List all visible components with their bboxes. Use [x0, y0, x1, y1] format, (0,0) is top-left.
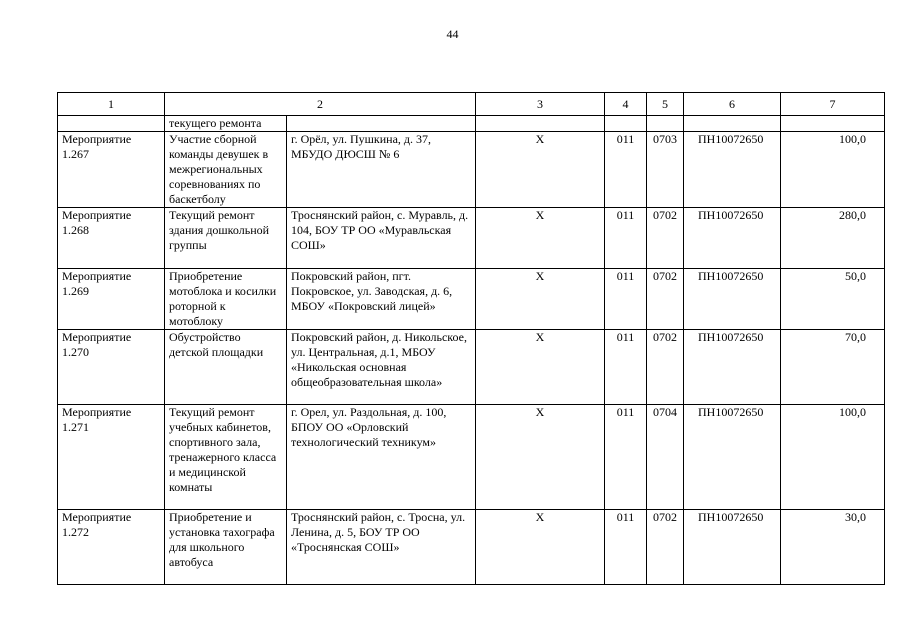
- col5-cell: 0704: [647, 405, 684, 510]
- page-number: 44: [446, 27, 459, 41]
- col7-cell: 30,0: [781, 510, 885, 585]
- header-col-4: 4: [605, 93, 647, 116]
- header-col-7: 7: [781, 93, 885, 116]
- continuation-row: [58, 116, 885, 132]
- col4-cell: 011: [605, 405, 647, 510]
- col6-cell: ПН10072650: [684, 208, 781, 269]
- col6-cell: ПН10072650: [684, 510, 781, 585]
- col4-cell: 011: [605, 208, 647, 269]
- table-row: [58, 132, 885, 208]
- col5-cell: 0702: [647, 208, 684, 269]
- measure-cell: Мероприятие 1.270: [58, 330, 165, 405]
- name-cell: Текущий ремонт учебных кабинетов, спортивного зала, тренажерного класса и медицинской комнаты: [165, 405, 287, 510]
- col3-cell: Х: [476, 510, 605, 585]
- address-cell: Троснянский район, с. Тросна, ул. Ленина, д. 5, БОУ ТР ОО «Троснянская СОШ»: [287, 510, 476, 585]
- col5-cell: 0702: [647, 269, 684, 330]
- col4-cell: 011: [605, 269, 647, 330]
- col3-cell: Х: [476, 269, 605, 330]
- col6-cell: ПН10072650: [684, 132, 781, 208]
- col6-cell: ПН10072650: [684, 269, 781, 330]
- name-cell: Приобретение и установка тахографа для школьного автобуса: [165, 510, 287, 585]
- col6-cell: ПН10072650: [684, 405, 781, 510]
- col5-cell: 0702: [647, 330, 684, 405]
- table-row: [58, 510, 885, 585]
- col3-cell: Х: [476, 208, 605, 269]
- name-cell: Обустройство детской площадки: [165, 330, 287, 405]
- col3-cell: Х: [476, 330, 605, 405]
- col5-cell: 0703: [647, 132, 684, 208]
- measure-cell: Мероприятие 1.272: [58, 510, 165, 585]
- header-col-6: 6: [684, 93, 781, 116]
- name-cell: Участие сборной команды девушек в межрегиональных соревнованиях по баскетболу: [165, 132, 287, 208]
- measure-cell: Мероприятие 1.268: [58, 208, 165, 269]
- name-cell: Текущий ремонт здания дошкольной группы: [165, 208, 287, 269]
- header-row: [58, 93, 885, 116]
- address-cell: Троснянский район, с. Муравль, д. 104, БОУ ТР ОО «Муравльская СОШ»: [287, 208, 476, 269]
- col7-cell: 70,0: [781, 330, 885, 405]
- name-cell: Приобретение мотоблока и косилки роторной к мотоблоку: [165, 269, 287, 330]
- header-col-3: 3: [476, 93, 605, 116]
- measure-cell: Мероприятие 1.269: [58, 269, 165, 330]
- budget-table: [57, 92, 885, 585]
- table-row: [58, 405, 885, 510]
- header-col-5: 5: [647, 93, 684, 116]
- measure-cell: Мероприятие 1.267: [58, 132, 165, 208]
- measure-cell: Мероприятие 1.271: [58, 405, 165, 510]
- col3-cell: Х: [476, 132, 605, 208]
- header-col-1: 1: [58, 93, 165, 116]
- table-row: [58, 269, 885, 330]
- col3-cell: Х: [476, 405, 605, 510]
- address-cell: г. Орел, ул. Раздольная, д. 100, БПОУ ОО «Орловский технологический техникум»: [287, 405, 476, 510]
- address-cell: Покровский район, пгт. Покровское, ул. Заводская, д. 6, МБОУ «Покровский лицей»: [287, 269, 476, 330]
- col7-cell: 50,0: [781, 269, 885, 330]
- continuation-text: текущего ремонта: [165, 116, 287, 132]
- col7-cell: 100,0: [781, 405, 885, 510]
- table-row: [58, 208, 885, 269]
- col7-cell: 280,0: [781, 208, 885, 269]
- table-row: [58, 330, 885, 405]
- header-col-2: 2: [165, 93, 476, 116]
- address-cell: Покровский район, д. Никольское, ул. Центральная, д.1, МБОУ «Никольская основная общеобразовательная школа»: [287, 330, 476, 405]
- col7-cell: 100,0: [781, 132, 885, 208]
- col4-cell: 011: [605, 330, 647, 405]
- col5-cell: 0702: [647, 510, 684, 585]
- col4-cell: 011: [605, 510, 647, 585]
- col4-cell: 011: [605, 132, 647, 208]
- col6-cell: ПН10072650: [684, 330, 781, 405]
- address-cell: г. Орёл, ул. Пушкина, д. 37, МБУДО ДЮСШ № 6: [287, 132, 476, 208]
